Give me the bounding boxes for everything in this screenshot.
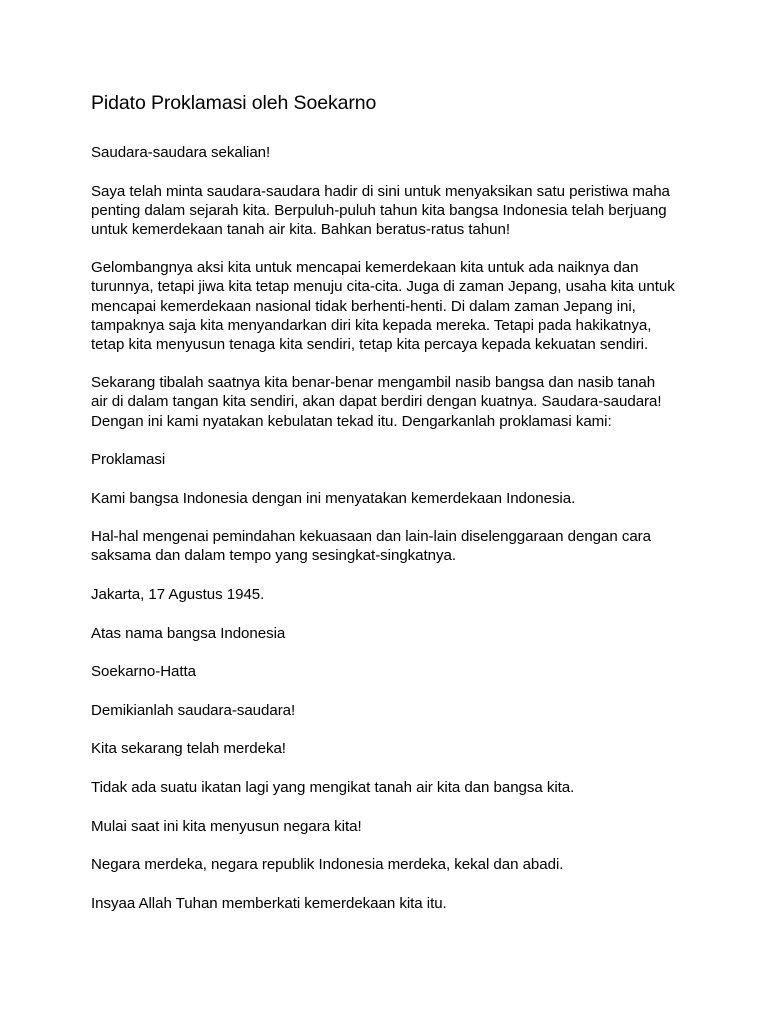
text-line: Proklamasi — [91, 451, 166, 469]
text-line: Tidak ada suatu ikatan lagi yang mengikat tanah air kita dan bangsa kita. — [91, 778, 575, 796]
text-line: Saya telah minta saudara-saudara hadir di sini untuk menyaksikan satu peristiwa maha — [91, 182, 670, 200]
text-line: Gelombangnya aksi kita untuk mencapai kemerdekaan kita untuk ada naiknya dan — [91, 259, 639, 277]
text-line: tampaknya saja kita menyandarkan diri kita kepada mereka. Tetapi pada hakikatnya, — [91, 316, 652, 334]
text-line: turunnya, tetapi jiwa kita tetap menuju cita-cita. Juga di zaman Jepang, usaha kita untuk — [91, 278, 675, 296]
text-line: Mulai saat ini kita menyusun negara kita! — [91, 817, 362, 835]
paragraph — [91, 739, 691, 758]
text-line: Kami bangsa Indonesia dengan ini menyatakan kemerdekaan Indonesia. — [91, 489, 576, 507]
text-line: Dengan ini kami nyatakan kebulatan tekad itu. Dengarkanlah proklamasi kami: — [91, 412, 612, 430]
text-line: Demikianlah saudara-saudara! — [91, 701, 296, 719]
text-line: Saudara-saudara sekalian! — [91, 144, 271, 161]
paragraph — [91, 701, 691, 720]
paragraph — [91, 373, 691, 430]
text-line: Negara merdeka, negara republik Indonesia merdeka, kekal dan abadi. — [91, 856, 564, 874]
paragraph — [91, 182, 691, 239]
paragraph — [91, 894, 691, 913]
paragraph — [91, 855, 691, 874]
text-line: Insyaa Allah Tuhan memberkati kemerdekaan kita itu. — [91, 894, 447, 912]
document-title: Pidato Proklamasi oleh Soekarno — [91, 92, 377, 114]
paragraph — [91, 527, 691, 565]
text-line: Soekarno-Hatta — [91, 663, 197, 681]
paragraph — [91, 489, 691, 508]
paragraph — [91, 258, 691, 353]
text-line: Atas nama bangsa Indonesia — [91, 624, 286, 642]
text-line: untuk kemerdekaan tanah air kita. Bahkan beratus-ratus tahun! — [91, 220, 510, 238]
text-line: penting dalam sejarah kita. Berpuluh-puluh tahun kita bangsa Indonesia telah berjuang — [91, 201, 667, 219]
text-line: Sekarang tibalah saatnya kita benar-benar mengambil nasib bangsa dan nasib tanah — [91, 374, 656, 392]
document-body — [91, 143, 691, 913]
text-line: air di dalam tangan kita sendiri, akan dapat berdiri dengan kuatnya. Saudara-saudara! — [91, 393, 662, 411]
document-page — [91, 91, 691, 932]
text-line: Jakarta, 17 Agustus 1945. — [91, 586, 265, 603]
paragraph — [91, 817, 691, 836]
paragraph — [91, 450, 691, 469]
paragraph — [91, 585, 691, 604]
text-line: mencapai kemerdekaan nasional tidak berhenti-henti. Di dalam zaman Jepang ini, — [91, 297, 636, 315]
paragraph — [91, 778, 691, 797]
text-line: Kita sekarang telah merdeka! — [91, 740, 286, 758]
paragraph — [91, 662, 691, 681]
paragraph — [91, 143, 691, 162]
text-line: tetap kita menyusun tenaga kita sendiri, tetap kita percaya kepada kekuatan sendiri. — [91, 335, 649, 353]
text-line: saksama dan dalam tempo yang sesingkat-singkatnya. — [91, 547, 456, 565]
paragraph — [91, 624, 691, 643]
text-line: Hal-hal mengenai pemindahan kekuasaan dan lain-lain diselenggaraan dengan cara — [91, 528, 652, 546]
